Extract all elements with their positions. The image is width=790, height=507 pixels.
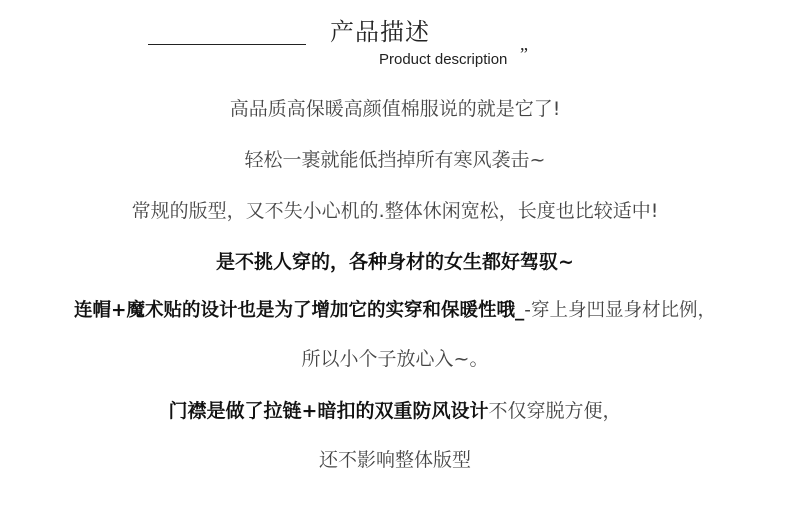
description-line-8: 还不影响整体版型 [318,449,471,471]
header-divider-line [148,44,306,45]
description-line-5 [0,297,790,325]
section-header [0,0,790,80]
description-line-7-light: 不仅穿脱方便， [488,400,622,422]
description-line-5-light: -穿上身凹显身材比例， [524,300,716,321]
description-line-1: 高品质高保暖高颜值棉服说的就是它了! [229,98,561,120]
description-line-6: 所以小个子放心入~。 [301,348,489,370]
section-subtitle: Product description [379,51,508,68]
description-line-7-bold: 门襟是做了拉链+暗扣的双重防风设计 [168,400,489,422]
description-line-7 [0,397,790,425]
quote-mark: ” [520,44,528,64]
description-line-4: 是不挑人穿的，各种身材的女生都好驾驭~ [216,251,574,273]
section-title: 产品描述 [330,18,430,46]
description-line-3: 常规的版型，又不失小心机的.整体休闲宽松，长度也比较适中! [131,200,659,222]
description-line-2: 轻松一裹就能低挡掉所有寒风袭击~ [244,149,546,171]
description-line-5-bold: 连帽+魔术贴的设计也是为了增加它的实穿和保暖性哦_ [74,300,525,321]
